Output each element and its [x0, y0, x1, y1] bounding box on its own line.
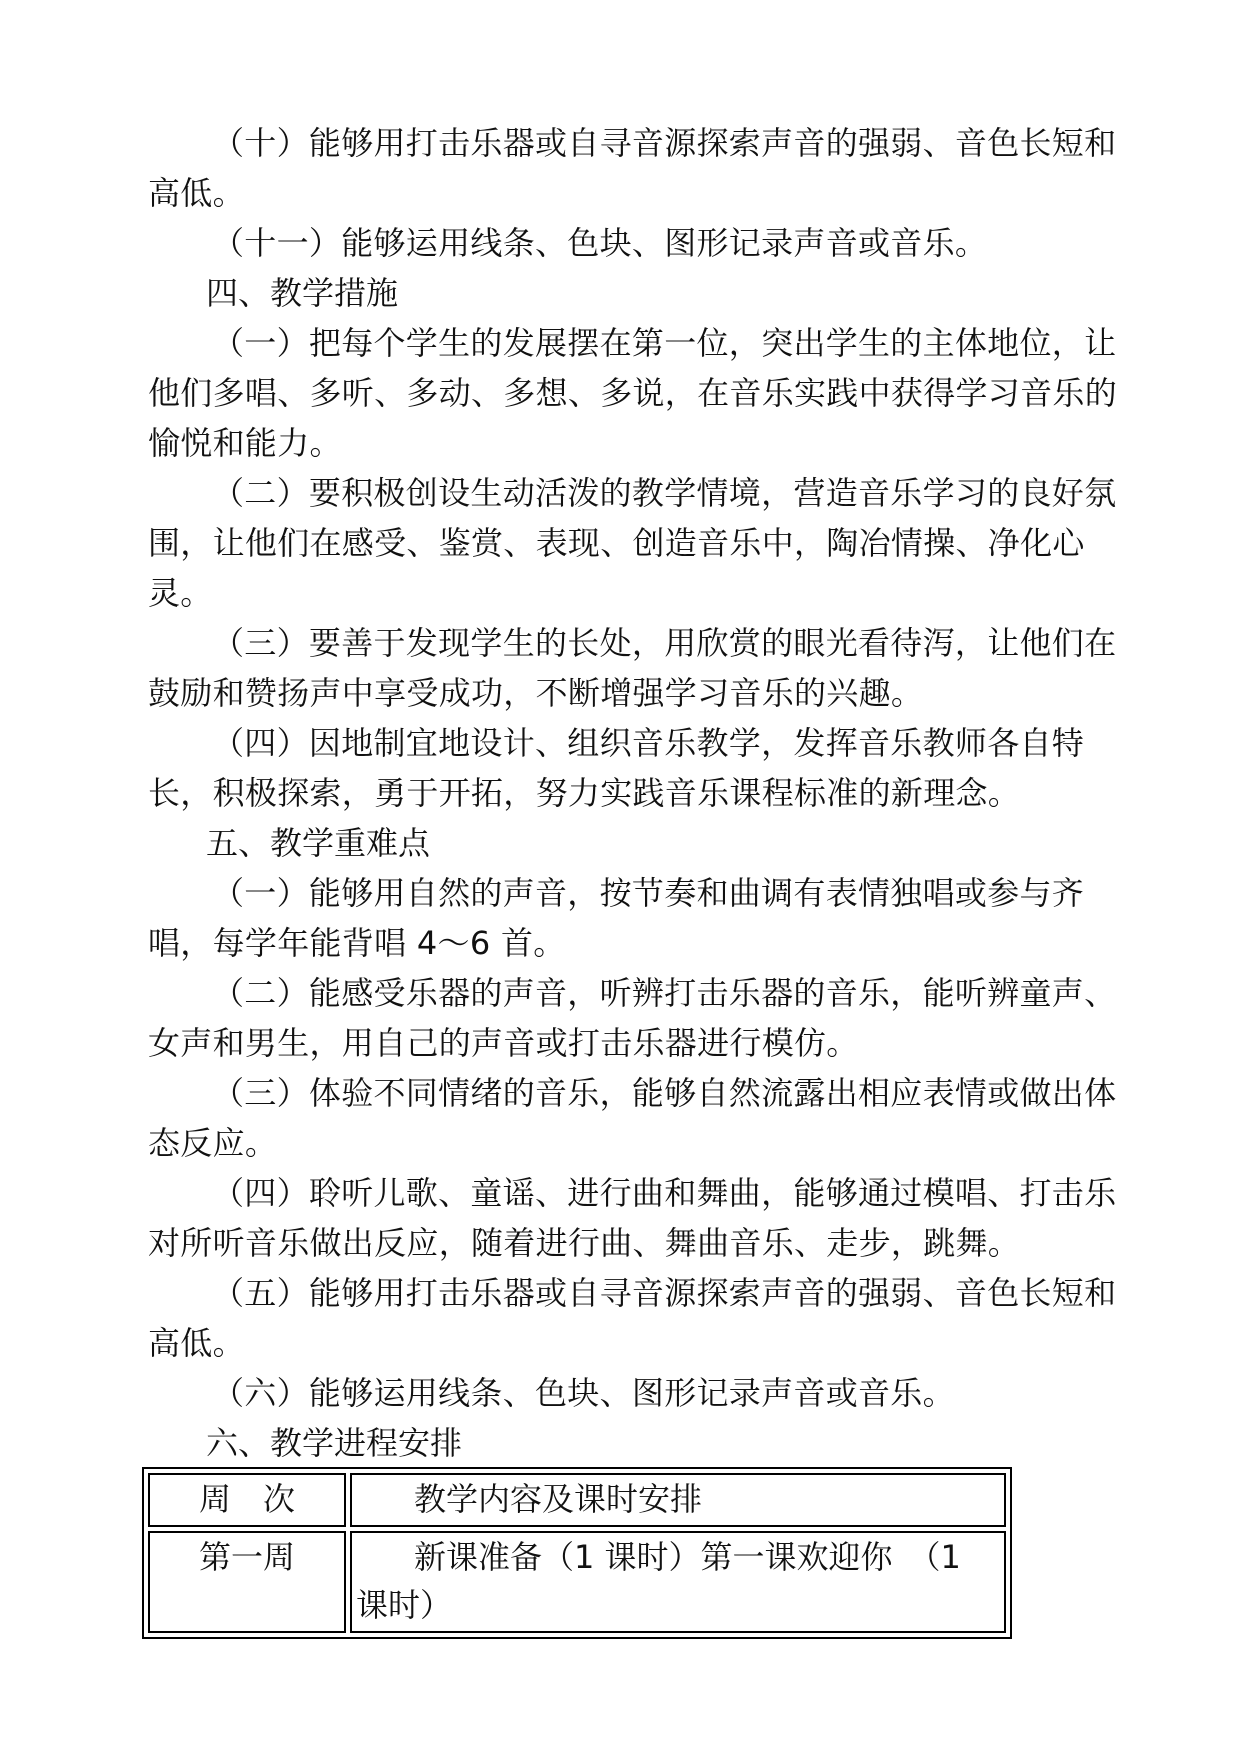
paragraph: （十）能够用打击乐器或自寻音源探索声音的强弱、音色长短和高低。 [148, 124, 1117, 212]
table-cell: 新课准备（1 课时）第一课欢迎你 （1 课时） [350, 1531, 1006, 1633]
table-row [148, 1531, 1006, 1633]
paragraph: （五）能够用打击乐器或自寻音源探索声音的强弱、音色长短和高低。 [148, 1274, 1117, 1362]
table-header-row [148, 1473, 1006, 1527]
paragraph: （六）能够运用线条、色块、图形记录声音或音乐。 [212, 1374, 955, 1412]
paragraph: （四）因地制宜地设计、组织音乐教学，发挥音乐教师各自特长，积极探索，勇于开拓，努力实践音乐课程标准的新理念。 [148, 724, 1085, 812]
paragraph: （三）要善于发现学生的长处，用欣赏的眼光看待泻，让他们在鼓励和赞扬声中享受成功，不断增强学习音乐的兴趣。 [148, 624, 1117, 712]
table-cell: 第一周 [148, 1531, 346, 1633]
paragraph: （一）能够用自然的声音，按节奏和曲调有表情独唱或参与齐唱，每学年能背唱 4～6 首。 [148, 874, 1085, 962]
section-heading: 五、教学重难点 [206, 824, 431, 862]
paragraph: （十一）能够运用线条、色块、图形记录声音或音乐。 [212, 224, 988, 262]
paragraph: （四）聆听儿歌、童谣、进行曲和舞曲，能够通过模唱、打击乐对所听音乐做出反应，随着进行曲、舞曲音乐、走步，跳舞。 [148, 1174, 1117, 1262]
paragraph: （三）体验不同情绪的音乐，能够自然流露出相应表情或做出体态反应。 [148, 1074, 1117, 1162]
table-header-cell: 周 次 [148, 1473, 346, 1527]
paragraph: （一）把每个学生的发展摆在第一位，突出学生的主体地位，让他们多唱、多听、多动、多想、多说，在音乐实践中获得学习音乐的愉悦和能力。 [148, 324, 1118, 462]
table-header-cell: 教学内容及课时安排 [350, 1473, 1006, 1527]
schedule-table [142, 1467, 1012, 1639]
paragraph: （二）能感受乐器的声音，听辨打击乐器的音乐，能听辨童声、女声和男生，用自己的声音或打击乐器进行模仿。 [148, 974, 1117, 1062]
document-body [148, 118, 1123, 1468]
paragraph: （二）要积极创设生动活泼的教学情境，营造音乐学习的良好氛围，让他们在感受、鉴赏、表现、创造音乐中，陶冶情操、净化心灵。 [148, 474, 1117, 612]
section-heading: 四、教学措施 [206, 274, 399, 312]
section-heading: 六、教学进程安排 [206, 1424, 463, 1462]
